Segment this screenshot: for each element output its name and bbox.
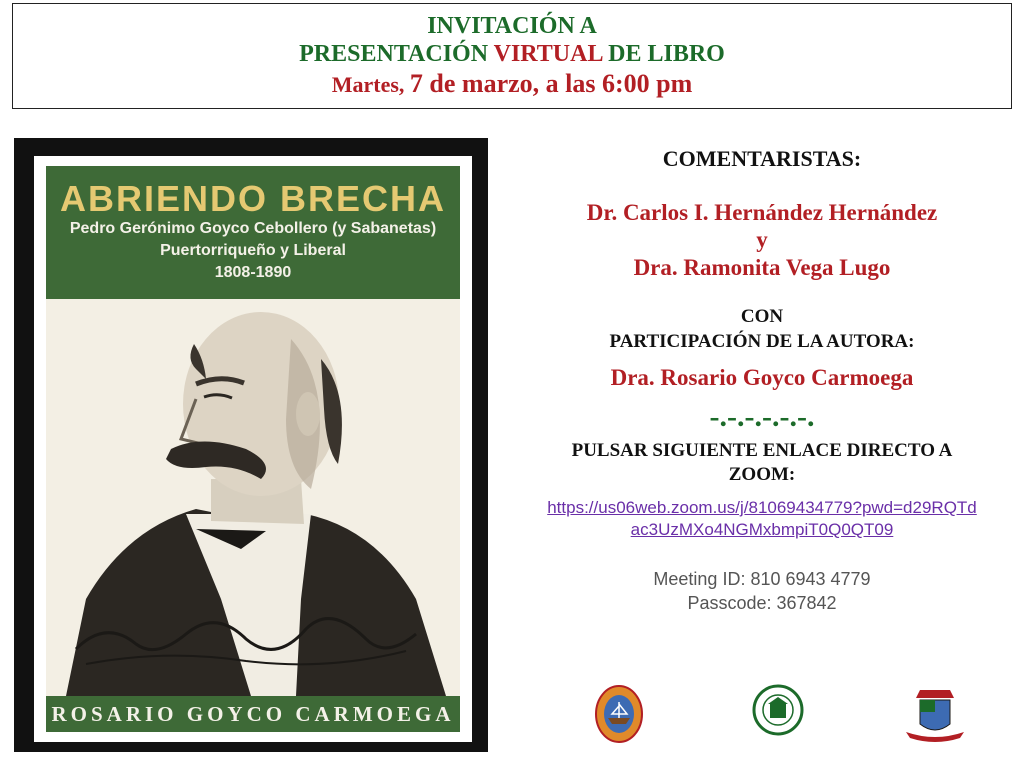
cover-subtitle-1: Pedro Gerónimo Goyco Cebollero (y Sabanetas) (69, 220, 437, 237)
commentator-and: y (756, 227, 768, 252)
author-name: Dra. Rosario Goyco Carmoega (610, 365, 914, 390)
zoom-link-line-1[interactable]: https://us06web.zoom.us/j/81069434779?pwd=d29RQTd (547, 498, 977, 517)
header-line-2-virtual: VIRTUAL (493, 41, 603, 67)
meeting-id: Meeting ID: 810 6943 4779 (653, 569, 871, 589)
academy-crest-logo (900, 684, 970, 744)
author-heading: PARTICIPACIÓN DE LA AUTORA: (609, 331, 915, 352)
book-cover (14, 138, 488, 752)
header-date-time: 7 de marzo, a las 6:00 pm (409, 69, 693, 98)
passcode: Passcode: 367842 (687, 593, 837, 613)
cover-subtitle-2: Puertorriqueño y Liberal (160, 242, 346, 259)
commentators-heading: COMENTARISTAS: (662, 146, 862, 171)
ship-seal-logo (594, 684, 644, 744)
header-line-2-a: PRESENTACIÓN (299, 41, 494, 67)
cover-title: ABRIENDO BRECHA (59, 178, 446, 219)
cover-author-band (46, 696, 460, 732)
book-cover-inner (34, 156, 472, 742)
zoom-link[interactable] (500, 497, 1024, 541)
header-date-day: Martes, (331, 72, 410, 97)
cover-author: ROSARIO GOYCO CARMOEGA (51, 702, 455, 726)
portrait-engraving (46, 299, 460, 696)
header-date-line (13, 68, 1011, 101)
invitation-header (12, 3, 1012, 109)
separator: -.-.-.-.-.-. (709, 400, 815, 433)
commentator-2: Dra. Ramonita Vega Lugo (633, 255, 891, 280)
header-line-2 (13, 40, 1011, 68)
header-line-1: INVITACIÓN A (427, 13, 597, 39)
commentator-1: Dr. Carlos I. Hernández Hernández (586, 200, 938, 225)
zoom-link-line-2[interactable]: ac3UzMXo4NGMxbmpiT0Q0QT09 (630, 520, 894, 539)
event-details (500, 140, 1024, 615)
cover-years: 1808-1890 (214, 264, 292, 281)
con-label: CON (740, 306, 784, 327)
university-seal-logo (752, 684, 804, 736)
zoom-heading-1: PULSAR SIGUIENTE ENLACE DIRECTO A (571, 440, 953, 461)
zoom-heading-2: ZOOM: (728, 464, 796, 485)
header-line-2-c: DE LIBRO (602, 41, 725, 67)
portrait-illustration (46, 299, 460, 696)
cover-title-band (46, 166, 460, 299)
